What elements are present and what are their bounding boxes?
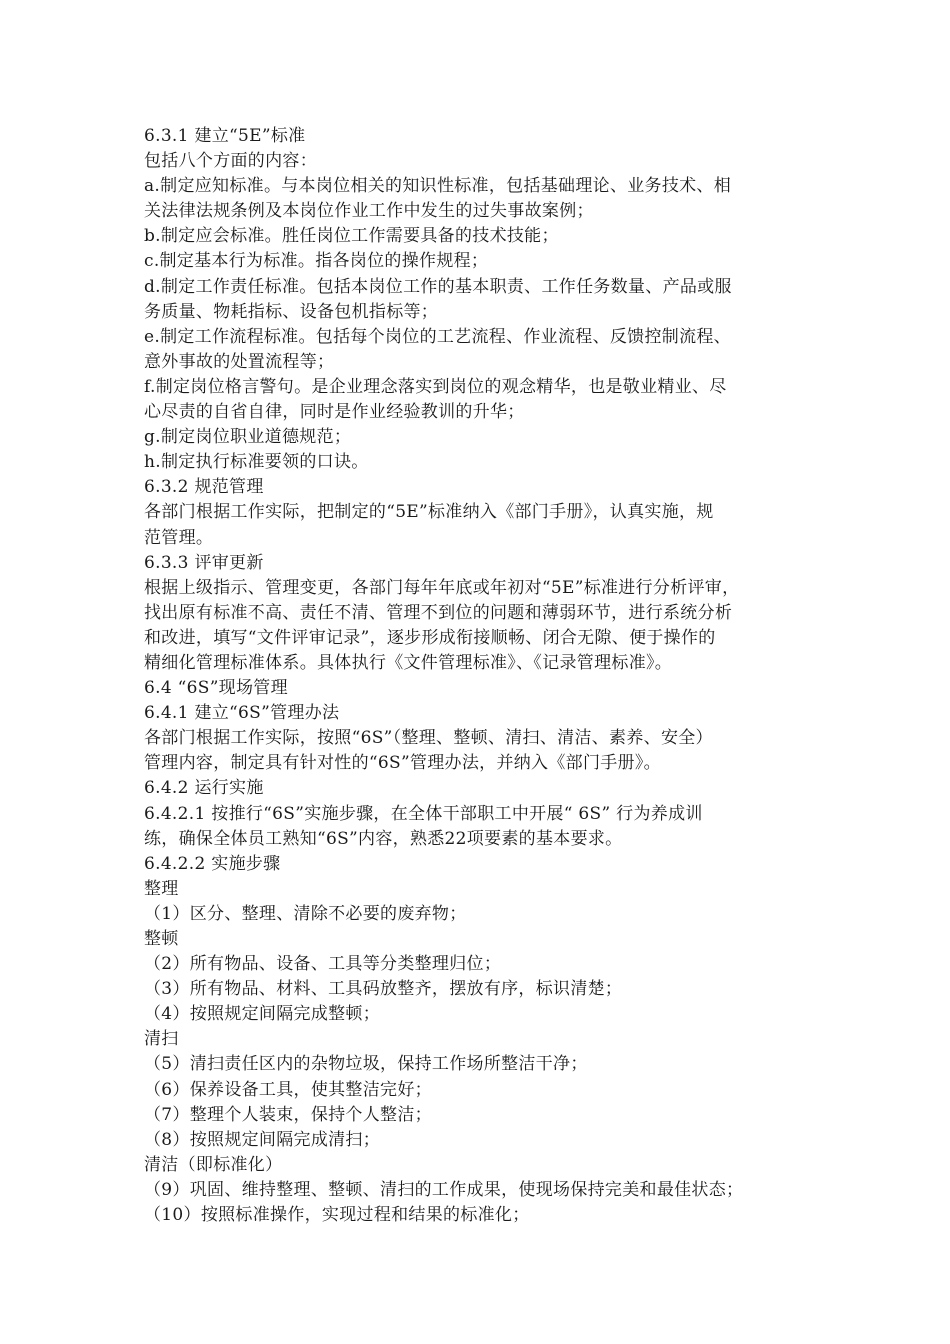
heading-6-4-1: 6.4.1 建立“6S”管理办法 xyxy=(144,703,340,724)
text-line: 精细化管理标准体系。具体执行《文件管理标准》、《记录管理标准》。 xyxy=(144,652,673,673)
text-line: c.制定基本行为标准。指各岗位的操作规程； xyxy=(144,251,489,272)
text-line: 根据上级指示、管理变更，各部门每年年底或年初对“5E”标准进行分析评审， xyxy=(144,577,740,598)
list-item: （10）按照标准操作，实现过程和结果的标准化； xyxy=(144,1205,530,1226)
list-item: （9）巩固、维持整理、整顿、清扫的工作成果，使现场保持完美和最佳状态； xyxy=(144,1179,744,1200)
text-line: 找出原有标准不高、责任不清、管理不到位的问题和薄弱环节，进行系统分析 xyxy=(144,602,733,623)
text-line: b.制定应会标准。胜任岗位工作需要具备的技术技能； xyxy=(144,226,559,247)
list-item: （1）区分、整理、清除不必要的废弃物； xyxy=(144,903,467,924)
text-line: 练，确保全体员工熟知“6S”内容，熟悉22项要素的基本要求。 xyxy=(144,828,623,849)
heading-6-4-2: 6.4.2 运行实施 xyxy=(144,778,264,799)
list-item: （6）保养设备工具，使其整洁完好； xyxy=(144,1079,432,1100)
list-item: （5）清扫责任区内的杂物垃圾，保持工作场所整洁干净； xyxy=(144,1054,588,1075)
heading-6-3-1: 6.3.1 建立“5E”标准 xyxy=(144,126,306,146)
text-line: d.制定工作责任标准。包括本岗位工作的基本职责、工作任务数量、产品或服 xyxy=(144,276,732,297)
subheading-standardize: 清洁（即标准化） xyxy=(144,1154,283,1175)
text-line: 管理内容，制定具有针对性的“6S”管理办法，并纳入《部门手册》。 xyxy=(144,753,661,774)
text-line: g.制定岗位职业道德规范； xyxy=(144,427,352,448)
text-line: 6.4.2.1 按推行“6S”实施步骤，在全体干部职工中开展“ 6S” 行为养成训 xyxy=(144,803,703,824)
subheading-sort: 整理 xyxy=(144,878,179,899)
text-line: 各部门根据工作实际，把制定的“5E”标准纳入《部门手册》，认真实施，规 xyxy=(144,502,714,523)
document-body xyxy=(144,124,804,1228)
list-item: （8）按照规定间隔完成清扫； xyxy=(144,1129,381,1150)
text-line: 包括八个方面的内容： xyxy=(144,151,317,172)
subheading-shine: 清扫 xyxy=(144,1029,179,1050)
text-line: f.制定岗位格言警句。是企业理念落实到岗位的观念精华，也是敬业精业、尽 xyxy=(144,376,727,397)
list-item: （4）按照规定间隔完成整顿； xyxy=(144,1004,381,1025)
list-item: （7）整理个人装束，保持个人整洁； xyxy=(144,1104,432,1125)
text-line: 范管理。 xyxy=(144,527,214,548)
heading-6-3-2: 6.3.2 规范管理 xyxy=(144,477,264,498)
text-line: 和改进，填写“文件评审记录”，逐步形成衔接顺畅、闭合无隙、便于操作的 xyxy=(144,627,716,648)
text-line: 各部门根据工作实际，按照“6S”（整理、整顿、清扫、清洁、素养、安全） xyxy=(144,728,713,749)
list-item: （3）所有物品、材料、工具码放整齐，摆放有序，标识清楚； xyxy=(144,979,623,1000)
text-line: e.制定工作流程标准。包括每个岗位的工艺流程、作业流程、反馈控制流程、 xyxy=(144,326,731,347)
subheading-set-in-order: 整顿 xyxy=(144,929,179,949)
list-item: （2）所有物品、设备、工具等分类整理归位； xyxy=(144,954,502,975)
text-line: 关法律法规条例及本岗位作业工作中发生的过失事故案例； xyxy=(144,201,594,222)
text-line: h.制定执行标准要领的口诀。 xyxy=(144,452,369,473)
heading-6-4: 6.4 “6S”现场管理 xyxy=(144,678,288,699)
text-line: 务质量、物耗指标、设备包机指标等； xyxy=(144,301,439,322)
text-line: 心尽责的自省自律，同时是作业经验教训的升华； xyxy=(144,402,525,423)
heading-6-4-2-2: 6.4.2.2 实施步骤 xyxy=(144,853,281,874)
heading-6-3-3: 6.3.3 评审更新 xyxy=(144,552,264,573)
text-line: 意外事故的处置流程等； xyxy=(144,351,335,372)
text-line: a.制定应知标准。与本岗位相关的知识性标准，包括基础理论、业务技术、相 xyxy=(144,176,732,197)
